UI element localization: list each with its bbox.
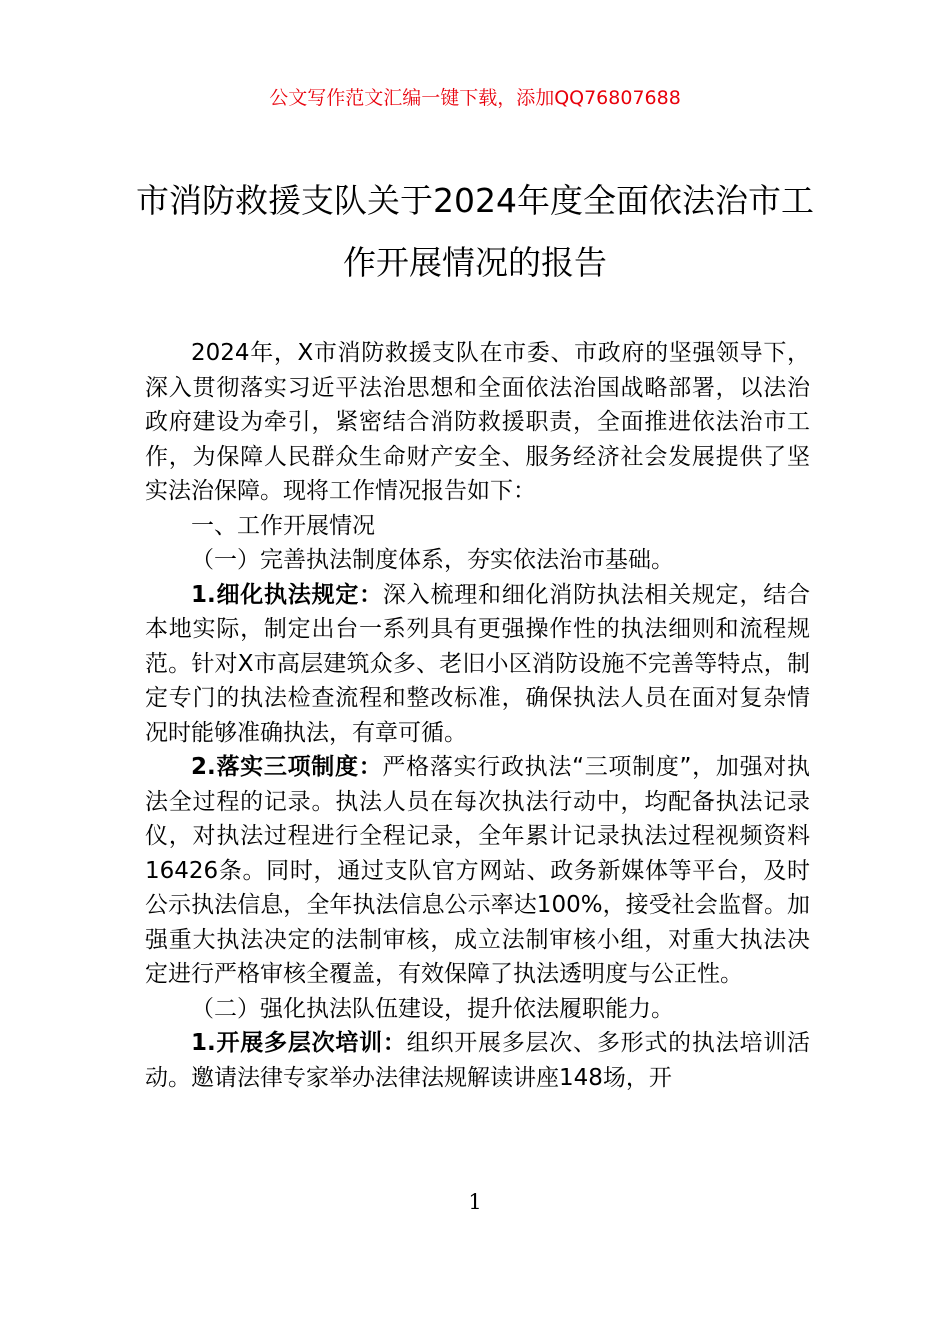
list-item — [145, 750, 810, 992]
page-number: 1 — [468, 1190, 482, 1214]
item-text: 深入梳理和细化消防执法相关规定，结合本地实际，制定出台一系列具有更强操作性的执法细则和流程规范。针对X市高层建筑众多、老旧小区消防设施不完善等特点，制定专门的执法检查流程和整改标准，确保执法人员在面对复杂情况时能够准确执法，有章可循。 — [145, 581, 810, 746]
subsection-heading: （一）完善执法制度体系，夯实依法治市基础。 — [191, 547, 674, 573]
item-text: 严格落实行政执法“三项制度”，加强对执法全过程的记录。执法人员在每次执法行动中，均配备执法记录仪，对执法过程进行全程记录，全年累计记录执法过程视频资料16426条。同时，通过支队官方网站、政务新媒体等平台，及时公示执法信息，全年执法信息公示率达100%，接受社会监督。加强重大执法决定的法制审核，成立法制审核小组，对重大执法决定进行严格审核全覆盖，有效保障了执法透明度与公正性。 — [145, 754, 810, 987]
header-note: 公文写作范文汇编一键下载，添加QQ76807688 — [269, 87, 681, 109]
list-item — [145, 578, 810, 751]
list-item — [145, 1026, 810, 1095]
item-label: 2.落实三项制度： — [191, 754, 383, 780]
section-heading: 一、工作开展情况 — [191, 512, 375, 539]
subsection-heading: （二）强化执法队伍建设，提升依法履职能力。 — [191, 995, 674, 1022]
item-label: 1.细化执法规定： — [191, 581, 383, 608]
document-body — [145, 336, 810, 1095]
document-title: 市消防救援支队关于2024年度全面依法治市工作开展情况的报告 — [136, 181, 814, 282]
item-label: 1.开展多层次培训： — [191, 1030, 407, 1056]
intro-paragraph: 2024年，X市消防救援支队在市委、市政府的坚强领导下，深入贯彻落实习近平法治思想和全面依法治国战略部署，以法治政府建设为牵引，紧密结合消防救援职责，全面推进依法治市工作，为保障人民群众生命财产安全、服务经济社会发展提供了坚实法治保障。现将工作情况报告如下： — [145, 340, 810, 504]
item-text: 组织开展多层次、多形式的执法培训活动。邀请法律专家举办法律法规解读讲座148场，开 — [145, 1030, 810, 1091]
